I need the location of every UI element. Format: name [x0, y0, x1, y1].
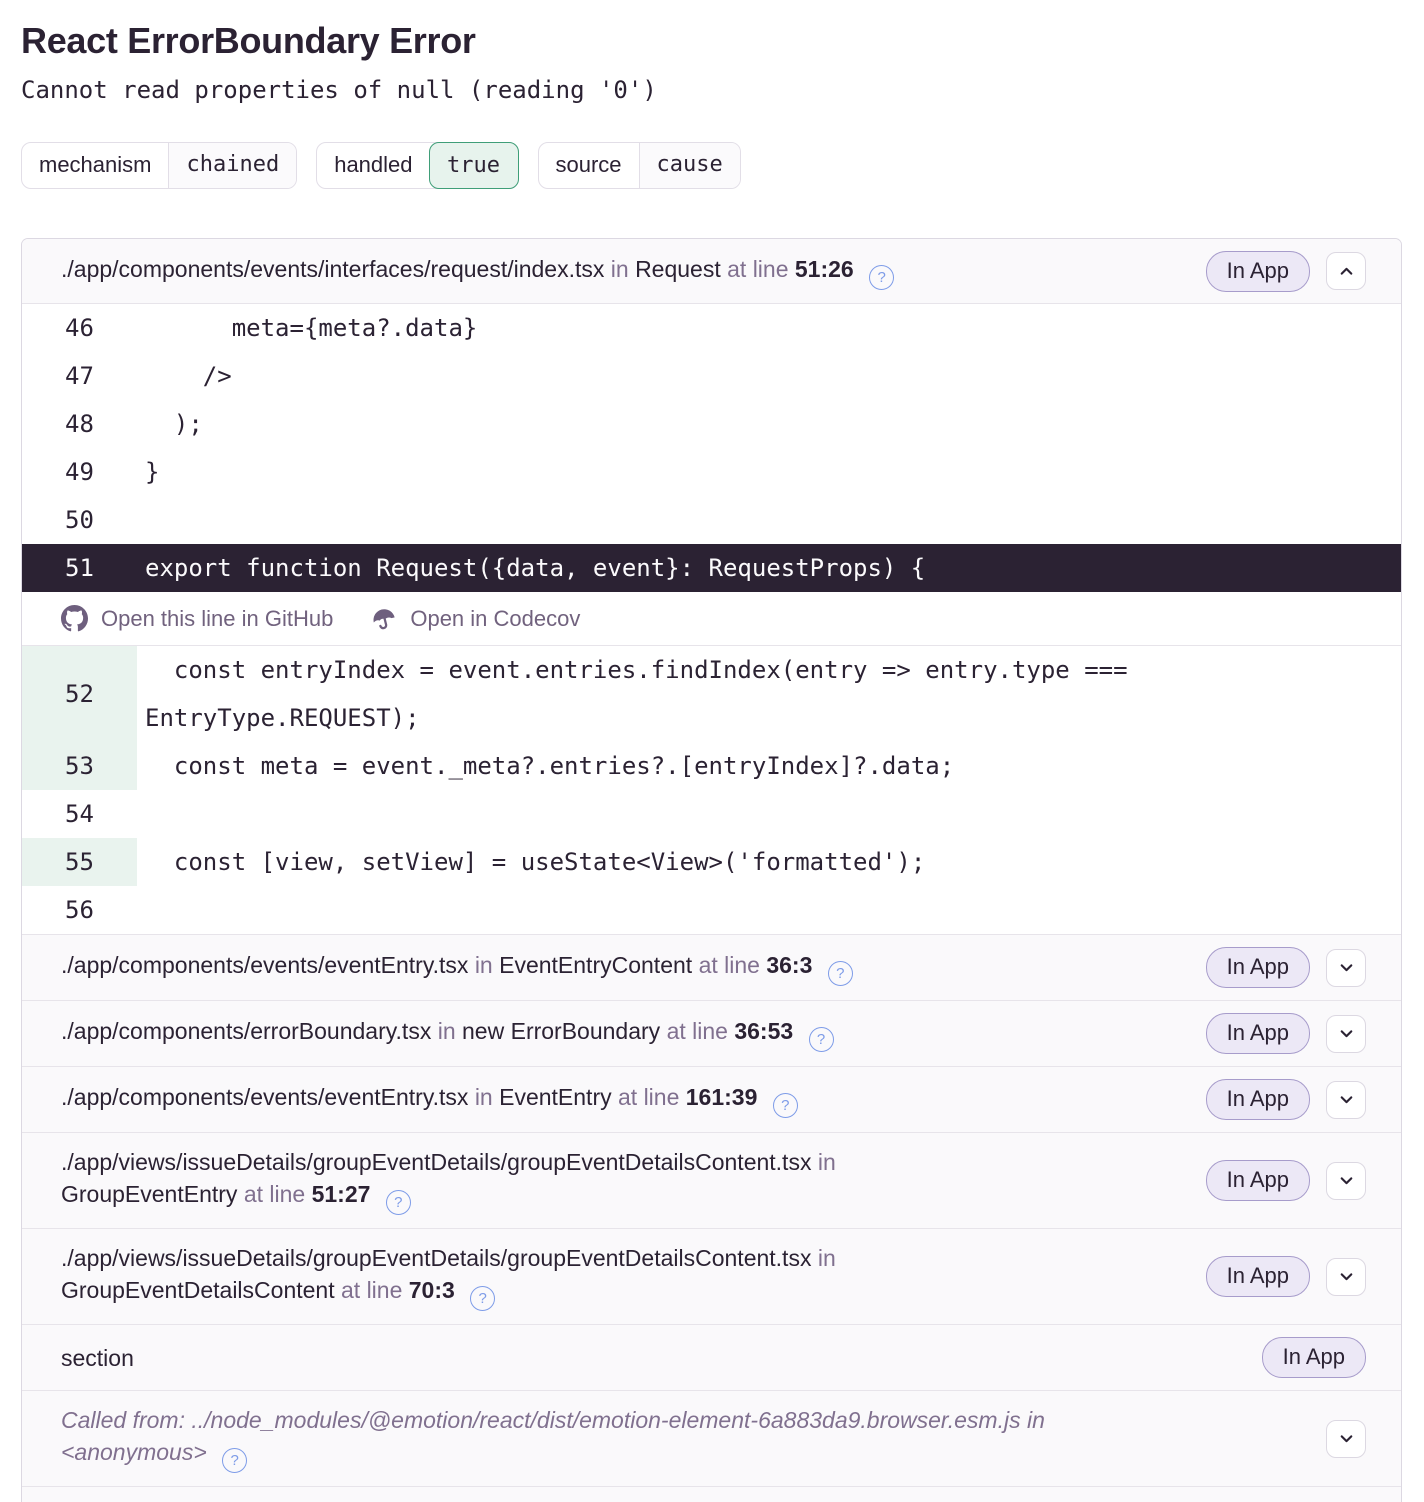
at-line-label: at line [666, 1018, 728, 1044]
code-text: const [view, setView] = useState<View>('formatted'); [145, 848, 926, 876]
frame-controls [1206, 251, 1366, 292]
frame-title [61, 936, 1206, 999]
tag-key: mechanism [39, 152, 152, 177]
chevron-down-icon [1338, 1025, 1355, 1042]
in-app-badge: In App [1262, 1337, 1366, 1378]
chevron-down-icon [1338, 1091, 1355, 1108]
code-context-top [22, 304, 1401, 592]
code-line [22, 742, 1401, 790]
frame-line-number: 70:3 [408, 1277, 455, 1303]
frame-line-number: 161:39 [685, 1084, 758, 1110]
frame-function: EventEntry [499, 1084, 612, 1110]
frame-path: ./app/components/events/interfaces/request/index.tsx [61, 255, 605, 282]
help-icon[interactable]: ? [809, 1027, 834, 1052]
code-line [22, 448, 1401, 496]
collapsed-frames [22, 934, 1401, 1486]
frame-line-number: 36:3 [766, 952, 813, 978]
help-icon[interactable]: ? [222, 1448, 247, 1473]
stack-frame-header[interactable] [22, 239, 1401, 304]
frame-line-number: 36:53 [734, 1018, 794, 1044]
line-number: 47 [65, 362, 94, 390]
code-line [22, 304, 1401, 352]
code-text: const entryIndex = event.entries.findIndex(entry => entry.type === EntryType.REQUEST); [145, 656, 1143, 732]
tag-pills [21, 142, 1402, 189]
in-label: in [437, 1018, 456, 1044]
error-message: Cannot read properties of null (reading '0') [21, 76, 657, 104]
frame-path: ./app/components/events/eventEntry.tsx [61, 952, 469, 978]
frame-controls [1206, 947, 1366, 988]
tag-pill [538, 142, 741, 189]
code-line [22, 886, 1401, 934]
stack-frame-row[interactable] [22, 1066, 1401, 1132]
frame-title [61, 1391, 1326, 1486]
help-icon[interactable]: ? [470, 1286, 495, 1311]
help-icon[interactable]: ? [773, 1093, 798, 1118]
in-app-badge: In App [1206, 1013, 1310, 1054]
frame-controls [1206, 1079, 1366, 1120]
stack-frame-row[interactable] [22, 1228, 1401, 1324]
frame-title [61, 1229, 1206, 1324]
at-line-label: at line [727, 255, 789, 282]
frame-path: ./app/views/issueDetails/groupEventDetails/groupEventDetailsContent.tsx [61, 1149, 812, 1175]
line-number: 56 [65, 896, 94, 924]
frame-controls [1206, 1160, 1366, 1201]
frame-function: <anonymous> [61, 1439, 207, 1465]
collapse-frame-button[interactable] [1326, 252, 1366, 290]
next-frame-partial-row [22, 1486, 1401, 1502]
stack-frame-row[interactable] [22, 1000, 1401, 1066]
codecov-icon [369, 603, 401, 635]
expand-frame-button[interactable] [1326, 1081, 1366, 1119]
stack-frame-row[interactable] [22, 1132, 1401, 1228]
code-text [137, 790, 1401, 838]
frame-title [61, 1329, 1262, 1387]
code-line [22, 352, 1401, 400]
code-line [22, 790, 1401, 838]
in-label: in [817, 1149, 836, 1175]
expand-frame-button[interactable] [1326, 949, 1366, 987]
code-line [22, 838, 1401, 886]
expand-frame-button[interactable] [1326, 1162, 1366, 1200]
frame-line-number: 51:27 [311, 1181, 371, 1207]
chevron-down-icon [1338, 1430, 1355, 1447]
line-number: 48 [65, 410, 94, 438]
tag-key: handled [334, 152, 413, 177]
frame-path: ./app/views/issueDetails/groupEventDetails/groupEventDetailsContent.tsx [61, 1245, 812, 1271]
frame-title [61, 240, 1206, 303]
tag-key: source [555, 152, 622, 177]
frame-title [61, 1133, 1206, 1228]
code-text: meta={meta?.data} [145, 314, 478, 342]
code-text: export function Request({data, event}: RequestProps) { [145, 554, 926, 582]
code-text: const meta = event._meta?.entries?.[entryIndex]?.data; [145, 752, 955, 780]
frame-function: Request [635, 255, 721, 282]
github-icon [61, 605, 88, 632]
chevron-up-icon [1338, 263, 1355, 280]
tag-value: true [429, 142, 519, 189]
in-app-badge: In App [1206, 251, 1310, 292]
line-number: 55 [22, 838, 137, 886]
in-app-badge: In App [1206, 1256, 1310, 1297]
frame-function: new ErrorBoundary [462, 1018, 661, 1044]
tag-pill [21, 142, 297, 189]
open-in-codecov-link[interactable] [371, 606, 580, 632]
at-line-label: at line [618, 1084, 680, 1110]
expand-frame-button[interactable] [1326, 1258, 1366, 1296]
line-number: 52 [22, 646, 137, 742]
at-line-label: at line [698, 952, 760, 978]
stack-frame-row[interactable] [22, 934, 1401, 1000]
in-label: in [1026, 1407, 1045, 1433]
frame-controls [1206, 1013, 1366, 1054]
open-in-github-link[interactable] [61, 605, 333, 632]
code-text [137, 886, 1401, 934]
line-number: 53 [22, 742, 137, 790]
in-app-badge: In App [1206, 947, 1310, 988]
frame-function: GroupEventEntry [61, 1181, 238, 1207]
chevron-down-icon [1338, 1172, 1355, 1189]
frame-path: ./app/components/events/eventEntry.tsx [61, 1084, 469, 1110]
help-icon[interactable]: ? [386, 1190, 411, 1215]
stack-frame-row[interactable] [22, 1390, 1401, 1486]
line-number: 46 [65, 314, 94, 342]
frame-function: GroupEventDetailsContent [61, 1277, 335, 1303]
frame-path: ./app/components/errorBoundary.tsx [61, 1018, 432, 1044]
expand-frame-button[interactable] [1326, 1015, 1366, 1053]
frame-line-number: 51:26 [794, 255, 854, 282]
line-number: 54 [65, 800, 94, 828]
tag-value: chained [168, 143, 296, 188]
code-text [137, 496, 1401, 544]
chevron-down-icon [1338, 1268, 1355, 1285]
tag-pill [316, 142, 518, 189]
code-text: /> [145, 362, 232, 390]
in-app-badge: In App [1206, 1079, 1310, 1120]
frame-function: EventEntryContent [499, 952, 693, 978]
expand-frame-button[interactable] [1326, 1420, 1366, 1458]
page-title: React ErrorBoundary Error [21, 20, 476, 61]
code-line [22, 646, 1401, 742]
open-in-codecov-label: Open in Codecov [410, 605, 581, 631]
code-context-bottom [22, 646, 1401, 934]
line-number: 49 [65, 458, 94, 486]
in-label: in [474, 952, 493, 978]
line-number: 50 [65, 506, 94, 534]
help-icon[interactable]: ? [869, 265, 894, 290]
stack-trace [21, 238, 1402, 1502]
frame-path: ../node_modules/@emotion/react/dist/emotion-element-6a883da9.browser.esm.js [191, 1407, 1021, 1433]
line-number: 51 [65, 554, 94, 582]
code-text: } [145, 458, 160, 486]
at-line-label: at line [341, 1277, 403, 1303]
open-in-github-label: Open this line in GitHub [101, 605, 334, 631]
tag-value: cause [639, 143, 740, 188]
in-label: in [610, 255, 629, 282]
code-line [22, 544, 1401, 592]
frame-controls [1262, 1337, 1366, 1378]
in-app-badge: In App [1206, 1160, 1310, 1201]
frame-title [61, 1002, 1206, 1065]
in-label: in [474, 1084, 493, 1110]
external-links-row [22, 592, 1401, 646]
in-label: in [817, 1245, 836, 1271]
called-from-label: Called from: [61, 1407, 192, 1433]
code-line [22, 400, 1401, 448]
frame-path: section [61, 1344, 134, 1371]
frame-title [61, 1068, 1206, 1131]
frame-controls [1206, 1256, 1366, 1297]
code-text: ); [145, 410, 203, 438]
code-line [22, 496, 1401, 544]
frame-controls [1326, 1420, 1366, 1458]
help-icon[interactable]: ? [828, 961, 853, 986]
stack-frame-row[interactable] [22, 1324, 1401, 1390]
at-line-label: at line [243, 1181, 306, 1207]
chevron-down-icon [1338, 959, 1355, 976]
